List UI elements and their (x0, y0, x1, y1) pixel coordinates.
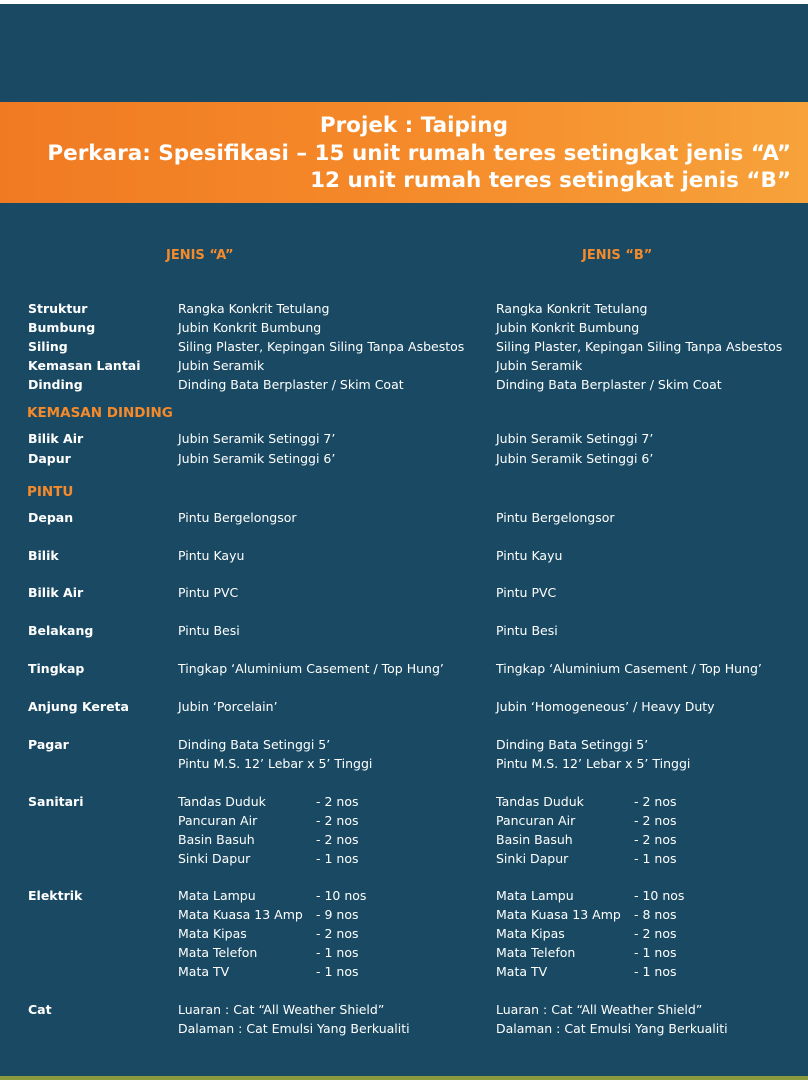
value-a: Pintu Bergelongsor (178, 510, 297, 525)
bottom-border (0, 1076, 808, 1080)
item-name: Mata Kuasa 13 Amp (178, 907, 303, 922)
row-label: Tingkap (28, 661, 85, 676)
item-qty: - 1 nos (316, 851, 359, 866)
item-qty: - 2 nos (316, 794, 359, 809)
item-name: Mata TV (178, 964, 230, 979)
section-pintu: PINTU (27, 484, 74, 500)
item-qty: - 2 nos (316, 832, 359, 847)
item-qty: - 1 nos (634, 945, 677, 960)
item-name: Basin Basuh (178, 832, 255, 847)
item-name: Mata Kipas (178, 926, 247, 941)
item-qty: - 1 nos (316, 945, 359, 960)
value-a: Jubin Konkrit Bumbung (178, 320, 322, 335)
value-a: Jubin Seramik Setinggi 7’ (178, 431, 336, 446)
item-qty: - 10 nos (316, 888, 367, 903)
item-qty: - 2 nos (634, 832, 677, 847)
item-name: Mata Telefon (496, 945, 576, 960)
value-a: Dinding Bata Berplaster / Skim Coat (178, 377, 404, 392)
row-label: Elektrik (28, 888, 83, 903)
top-border (0, 0, 808, 4)
value-b: Siling Plaster, Kepingan Siling Tanpa Asbestos (496, 339, 783, 354)
item-name: Mata TV (496, 964, 548, 979)
value-a-line-1: Luaran : Cat “All Weather Shield” (178, 1002, 385, 1017)
item-qty: - 1 nos (634, 851, 677, 866)
row-label: Pagar (28, 737, 69, 752)
value-a: Pintu Kayu (178, 548, 245, 563)
item-qty: - 2 nos (634, 813, 677, 828)
row-label: Sanitari (28, 794, 84, 809)
item-qty: - 2 nos (316, 926, 359, 941)
item-qty: - 10 nos (634, 888, 685, 903)
value-b: Jubin ‘Homogeneous’ / Heavy Duty (496, 699, 715, 714)
project-title: Projek : Taiping (319, 113, 508, 138)
section-kemasan-dinding: KEMASAN DINDING (27, 405, 173, 421)
row-label: Siling (28, 339, 68, 354)
item-qty: - 1 nos (316, 964, 359, 979)
value-b: Pintu Besi (496, 623, 558, 638)
item-name: Mata Lampu (178, 888, 256, 903)
value-b-line-2: Dalaman : Cat Emulsi Yang Berkualiti (496, 1021, 728, 1036)
value-b: Pintu Kayu (496, 548, 563, 563)
item-name: Tandas Duduk (496, 794, 584, 809)
value-b: Jubin Konkrit Bumbung (496, 320, 640, 335)
value-a-line-2: Dalaman : Cat Emulsi Yang Berkualiti (178, 1021, 410, 1036)
item-qty: - 2 nos (316, 813, 359, 828)
row-label: Dinding (28, 377, 83, 392)
value-a: Jubin Seramik Setinggi 6’ (178, 451, 336, 466)
item-name: Basin Basuh (496, 832, 573, 847)
item-qty: - 2 nos (634, 794, 677, 809)
value-b: Jubin Seramik Setinggi 6’ (496, 451, 654, 466)
item-name: Pancuran Air (496, 813, 576, 828)
value-b: Rangka Konkrit Tetulang (496, 301, 648, 316)
value-b (496, 735, 690, 773)
item-qty: - 9 nos (316, 907, 359, 922)
item-name: Sinki Dapur (496, 851, 569, 866)
column-header-b: JENIS “B” (582, 248, 653, 263)
value-b: Jubin Seramik Setinggi 7’ (496, 431, 654, 446)
value-a: Jubin ‘Porcelain’ (178, 699, 278, 714)
value-a: Siling Plaster, Kepingan Siling Tanpa Asbestos (178, 339, 465, 354)
item-name: Pancuran Air (178, 813, 258, 828)
row-label: Kemasan Lantai (28, 358, 141, 373)
value-a-line-2: Pintu M.S. 12’ Lebar x 5’ Tinggi (178, 756, 373, 771)
item-name: Tandas Duduk (178, 794, 266, 809)
item-name: Sinki Dapur (178, 851, 251, 866)
row-label: Bumbung (28, 320, 96, 335)
item-name: Mata Kuasa 13 Amp (496, 907, 621, 922)
value-a (178, 1000, 410, 1038)
value-b-line-1: Luaran : Cat “All Weather Shield” (496, 1002, 703, 1017)
row-label: Depan (28, 510, 74, 525)
subject-line-2: 12 unit rumah teres setingkat jenis “B” (310, 168, 791, 193)
value-b-line-2: Pintu M.S. 12’ Lebar x 5’ Tinggi (496, 756, 691, 771)
value-a-line-1: Dinding Bata Setinggi 5’ (178, 737, 331, 752)
item-name: Mata Kipas (496, 926, 565, 941)
value-b (496, 1000, 728, 1038)
item-qty: - 2 nos (634, 926, 677, 941)
value-b: Jubin Seramik (496, 358, 583, 373)
item-name: Mata Telefon (178, 945, 258, 960)
row-label: Anjung Kereta (28, 699, 129, 714)
item-qty: - 8 nos (634, 907, 677, 922)
value-a: Pintu PVC (178, 585, 239, 600)
value-b: Pintu Bergelongsor (496, 510, 615, 525)
row-label: Belakang (28, 623, 94, 638)
value-b: Dinding Bata Berplaster / Skim Coat (496, 377, 722, 392)
value-b: Tingkap ‘Aluminium Casement / Top Hung’ (496, 661, 762, 676)
item-qty: - 1 nos (634, 964, 677, 979)
column-header-a: JENIS “A” (166, 248, 234, 263)
row-label: Bilik Air (28, 431, 84, 446)
value-b: Pintu PVC (496, 585, 557, 600)
value-a: Rangka Konkrit Tetulang (178, 301, 330, 316)
value-a (178, 735, 372, 773)
subject-line-1: Perkara: Spesifikasi – 15 unit rumah teres setingkat jenis “A” (47, 141, 791, 166)
value-b-line-1: Dinding Bata Setinggi 5’ (496, 737, 649, 752)
row-label: Bilik (28, 548, 59, 563)
row-label: Dapur (28, 451, 71, 466)
row-label: Struktur (28, 301, 88, 316)
value-a: Tingkap ‘Aluminium Casement / Top Hung’ (178, 661, 444, 676)
row-label: Bilik Air (28, 585, 84, 600)
item-name: Mata Lampu (496, 888, 574, 903)
value-a: Pintu Besi (178, 623, 240, 638)
row-label: Cat (28, 1002, 52, 1017)
value-a: Jubin Seramik (178, 358, 265, 373)
